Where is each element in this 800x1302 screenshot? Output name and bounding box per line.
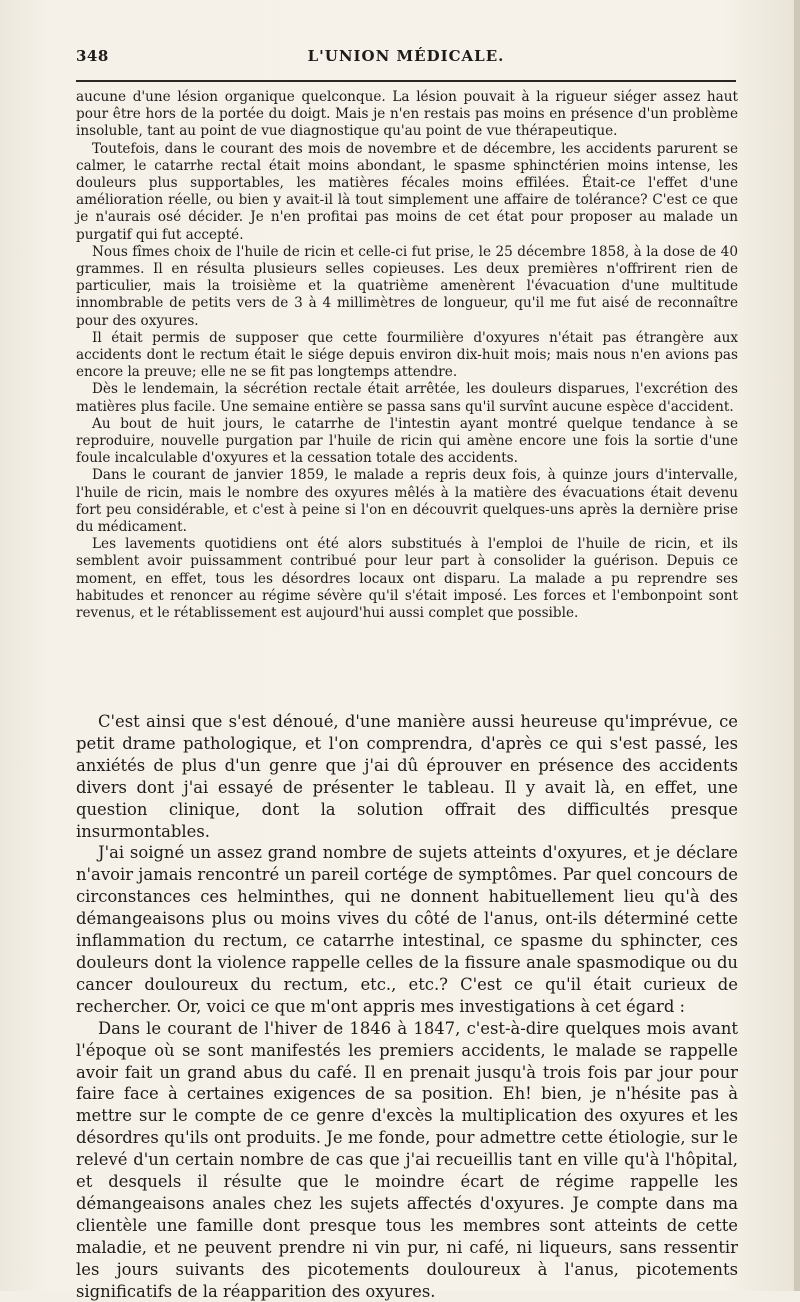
paragraph: Les lavements quotidiens ont été alors substitués à l'emploi de l'huile de ricin, et ils semblent avoir puissamment contribué pour leur part à consolider la guérison. Depuis ce moment, en effet, tous les désordres locaux ont disparu. La malade a pu reprendre ses habitudes et renoncer au régime sévère qu'il s'était imposé. Les forces et l'embonpoint sont revenus, et le rétablissement est aujourd'hui aussi complet que possible.: [76, 536, 738, 622]
paragraph: Toutefois, dans le courant des mois de novembre et de décembre, les accidents parurent se calmer, le catarrhe rectal était moins abondant, le spasme sphinctérien moins intense, les douleurs plus supportables, les matières fécales moins effilées. Était-ce l'effet d'une amélioration réelle, ou bien y avait-il là tout simplement une affaire de tolérance? C'est ce que je n'aurais osé décider. Je n'en profitai pas moins de cet état pour proposer au malade un purgatif qui fut accepté.: [76, 140, 738, 243]
paragraph: Dans le courant de janvier 1859, le malade a repris deux fois, à quinze jours d'intervalle, l'huile de ricin, mais le nombre des oxyures mêlés à la matière des évacuations était devenu fort peu considérable, et c'est à peine si l'on en découvrit quelques-uns après la dernière prise du médicament.: [76, 467, 738, 536]
paragraph: Il était permis de supposer que cette fourmilière d'oxyures n'était pas étrangère aux accidents dont le rectum était le siége depuis environ dix-huit mois; mais nous n'en avions pas encore la preuve; elle ne se fit pas longtemps attendre.: [76, 329, 738, 381]
body-text-section: [76, 711, 738, 1302]
header-rule: [76, 80, 736, 82]
paragraph: J'ai soigné un assez grand nombre de sujets atteints d'oxyures, et je déclare n'avoir jamais rencontré un pareil cortége de symptômes. Par quel concours de circonstances ces helminthes, qui ne donnent habituellement lieu qu'à des démangeaisons plus ou moins vives du côté de l'anus, ont-ils déterminé cette inflammation du rectum, ce catarrhe intestinal, ce spasme du sphincter, ces douleurs dont la violence rappelle celles de la fissure anale spasmodique ou du cancer douloureux du rectum, etc., etc.? C'est ce qu'il était curieux de rechercher. Or, voici ce que m'ont appris mes investigations à cet égard :: [76, 843, 738, 1016]
paragraph: Dans le courant de l'hiver de 1846 à 1847, c'est-à-dire quelques mois avant l'époque où se sont manifestés les premiers accidents, le malade se rappelle avoir fait un grand abus du café. Il en prenait jusqu'à trois fois par jour pour faire face à certaines exigences de sa position. Eh! bien, je n'hésite pas à mettre sur le compte de ce genre d'excès la multiplication des oxyures et les désordres qu'ils ont produits. Je me fonde, pour admettre cette étiologie, sur le relevé d'un certain nombre de cas que j'ai recueillis tant en ville qu'à l'hôpital, et desquels il résulte que le moindre écart de régime rappelle les démangeaisons anales chez les sujets affectés d'oxyures. Je compte dans ma clientèle une famille dont presque tous les membres sont atteints de cette maladie, et ne peuvent prendre ni vin pur, ni café, ni liqueurs, sans ressentir les jours suivants des picotements douloureux à l'anus, picotements significatifs de la réapparition des oxyures.: [76, 1018, 738, 1301]
paragraph: Dès le lendemain, la sécrétion rectale était arrêtée, les douleurs disparues, l'excrétion des matières plus facile. Une semaine entière se passa sans qu'il survînt aucune espèce d'accident.: [76, 381, 738, 415]
paragraph: aucune d'une lésion organique quelconque. La lésion pouvait à la rigueur siéger assez haut pour être hors de la portée du doigt. Mais je n'en restais pas moins en présence d'un problème insoluble, tant au point de vue diagnostique qu'au point de vue thérapeutique.: [76, 89, 738, 140]
page-number: 348: [76, 47, 109, 65]
paragraph: Nous fîmes choix de l'huile de ricin et celle-ci fut prise, le 25 décembre 1858, à la dose de 40 grammes. Il en résulta plusieurs selles copieuses. Les deux premières n'offrirent rien de particulier, mais la troisième et la quatrième amenèrent l'évacuation d'une multitude innombrable de petits vers de 3 à 4 millimètres de longueur, qu'il me fut aisé de reconnaître pour des oxyures.: [76, 243, 738, 329]
page-header: [76, 47, 736, 71]
small-print-section: [76, 89, 738, 622]
page-edge: [794, 0, 800, 1291]
paragraph: Au bout de huit jours, le catarrhe de l'intestin ayant montré quelque tendance à se reproduire, nouvelle purgation par l'huile de ricin qui amène encore une fois la sortie d'une foule incalculable d'oxyures et la cessation totale des accidents.: [76, 415, 738, 467]
paragraph: C'est ainsi que s'est dénoué, d'une manière aussi heureuse qu'imprévue, ce petit drame pathologique, et l'on comprendra, d'après ce qui s'est passé, les anxiétés de plus d'un genre que j'ai dû éprouver en présence des accidents divers dont j'ai essayé de présenter le tableau. Il y avait là, en effet, une question clinique, dont la solution offrait des difficultés presque insurmontables.: [76, 712, 738, 841]
running-title: L'UNION MÉDICALE.: [307, 47, 505, 65]
